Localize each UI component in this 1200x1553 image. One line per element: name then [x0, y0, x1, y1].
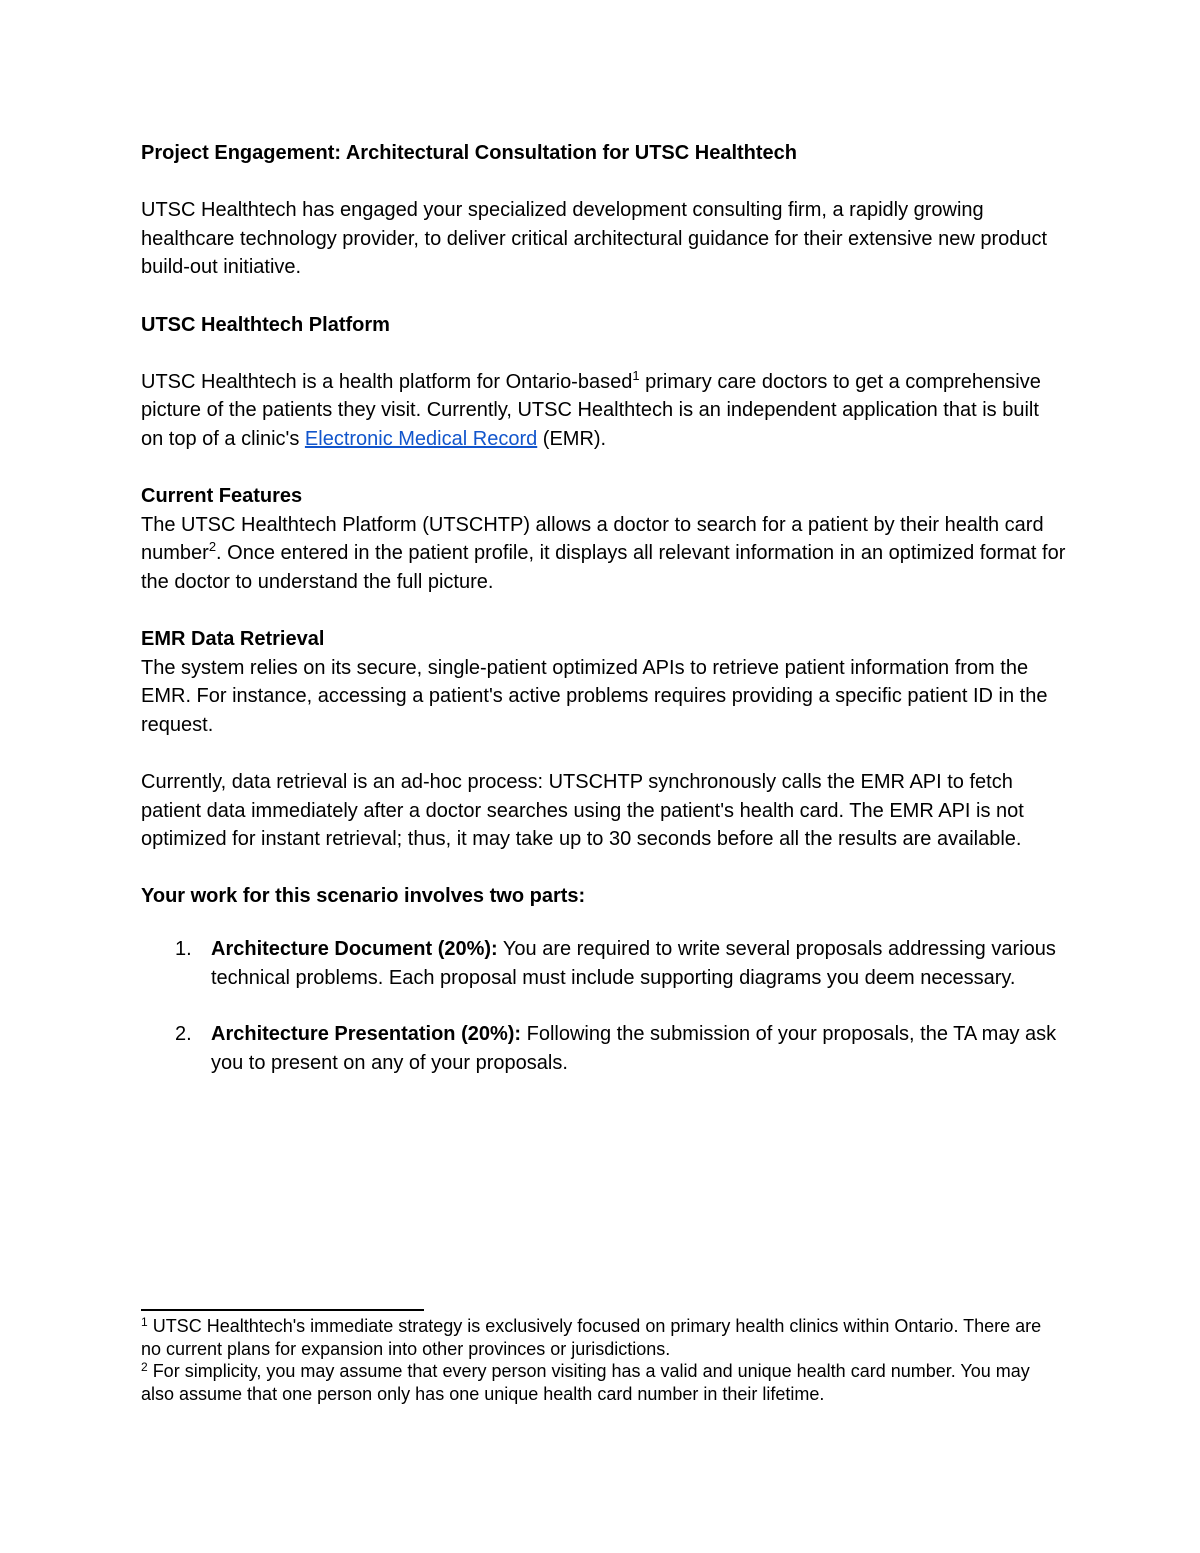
- list-item-text: You are required to write several proposals addressing various technical problems. Each proposal must include supporting diagrams you deem necessary.: [211, 938, 1056, 989]
- footnote-marker: 2: [141, 1360, 148, 1375]
- list-number: 1.: [175, 938, 192, 961]
- list-item-text: Following the submission of your proposals, the TA may ask you to present on any of your proposals.: [211, 1023, 1057, 1074]
- document-title: Project Engagement: Architectural Consultation for UTSC Healthtech: [141, 142, 798, 164]
- emr-paragraph: The system relies on its secure, single-patient optimized APIs to retrieve patient information from the EMR. For instance, accessing a patient's active problems requires providing a specific patient ID in the request.: [141, 656, 1048, 736]
- footnote-text: UTSC Healthtech's immediate strategy is exclusively focused on primary health clinics within Ontario. There are no current plans for expansion into other provinces or jurisdictions.: [141, 1316, 1042, 1359]
- intro-paragraph: UTSC Healthtech has engaged your specialized development consulting firm, a rapidly growing healthcare technology provider, to deliver critical architectural guidance for their extensive new product build-out initiative.: [141, 199, 1048, 279]
- list-item-label: Architecture Presentation (20%):: [211, 1023, 522, 1046]
- features-text-1: The UTSC Healthtech Platform (UTSCHTP) allows a doctor to search for a patient by their health card number: [141, 513, 1044, 565]
- work-parts-list: [141, 935, 1066, 1077]
- footnote-text: For simplicity, you may assume that every person visiting has a valid and unique health card number. You may also assume that one person only has one unique health card number in their lifetime.: [141, 1361, 1030, 1404]
- list-item: [141, 935, 1066, 992]
- emr-heading: EMR Data Retrieval: [141, 628, 325, 651]
- footnote-divider: [141, 1309, 424, 1311]
- platform-text-1: UTSC Healthtech is a health platform for Ontario-based: [141, 370, 633, 393]
- platform-text-2: primary care doctors to get a comprehensive picture of the patients they visit. Currently, UTSC Healthtech is an independent application that is built on top of a clinic's: [141, 370, 1041, 450]
- features-text-2: . Once entered in the patient profile, it displays all relevant information in an optimized format for the doctor to understand the full picture.: [141, 542, 1066, 593]
- footnote-marker: 1: [141, 1315, 148, 1329]
- footnotes: [141, 1309, 1066, 1405]
- work-heading: Your work for this scenario involves two parts:: [141, 885, 586, 908]
- footnote-ref-1[interactable]: 1: [632, 367, 640, 383]
- emr-link[interactable]: Electronic Medical Record: [304, 427, 538, 450]
- features-heading: Current Features: [141, 485, 303, 508]
- footnote-2: [141, 1360, 1066, 1405]
- platform-text-3: (EMR).: [537, 427, 607, 450]
- document-page: [141, 139, 1066, 1105]
- platform-paragraph: [141, 368, 1066, 454]
- features-paragraph: [141, 511, 1066, 597]
- list-number: 2.: [175, 1023, 192, 1046]
- list-item: [141, 1020, 1066, 1077]
- emr-paragraph-2: Currently, data retrieval is an ad-hoc process: UTSCHTP synchronously calls the EMR API to fetch patient data immediately after a doctor searches using the patient's health card. The EMR API is not optimized for instant retrieval; thus, it may take up to 30 seconds before all the results are available.: [141, 771, 1024, 851]
- footnote-1: [141, 1315, 1066, 1360]
- list-item-label: Architecture Document (20%):: [211, 938, 498, 961]
- footnote-ref-2[interactable]: 2: [208, 539, 217, 555]
- platform-heading: UTSC Healthtech Platform: [141, 313, 390, 336]
